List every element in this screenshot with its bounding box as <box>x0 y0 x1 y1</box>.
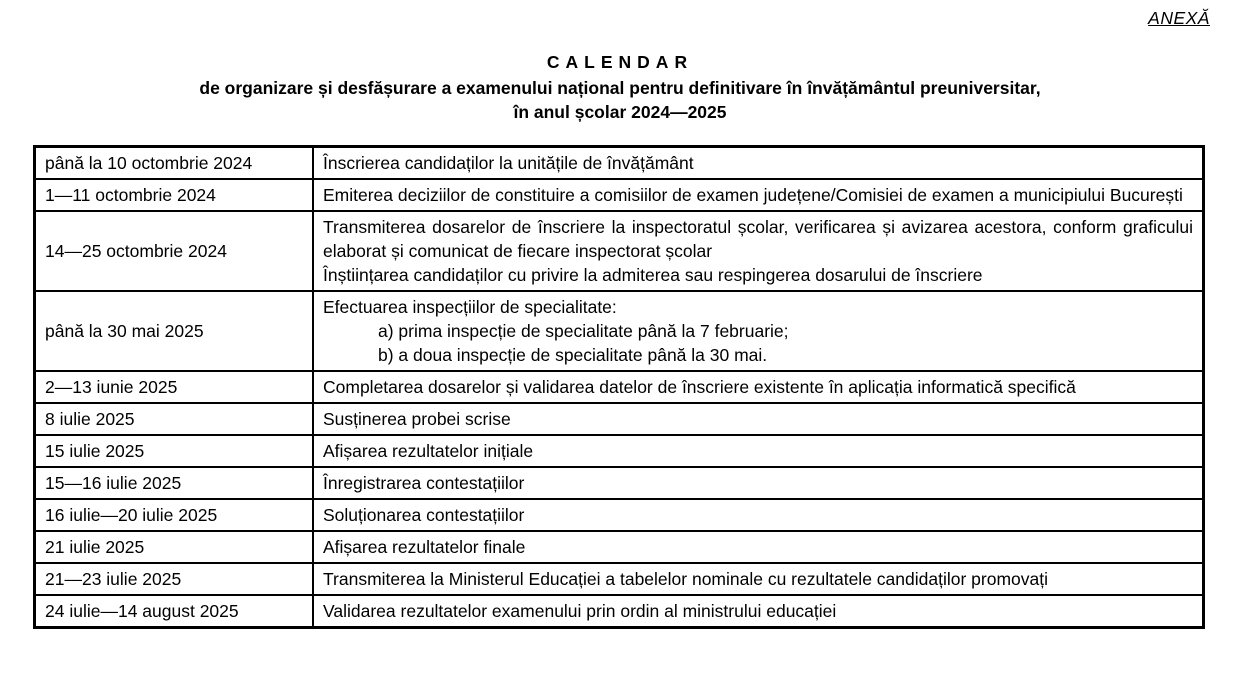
title-subtitle-line1: de organizare și desfășurare a examenului național pentru definitivare în învățământul preuniversitar, <box>199 78 1041 98</box>
document-title <box>0 50 1240 124</box>
activity-cell <box>313 531 1204 563</box>
activity-line: Transmiterea dosarelor de înscriere la inspectoratul școlar, verificarea și avizarea acestora, conform graficului elaborat și comunicat de fiecare inspectorat școlar <box>323 217 1193 261</box>
activity-cell <box>313 563 1204 595</box>
date-cell: 15 iulie 2025 <box>35 435 314 467</box>
table-row <box>35 499 1204 531</box>
table-row <box>35 403 1204 435</box>
calendar-table <box>33 145 1205 629</box>
date-cell: până la 10 octombrie 2024 <box>35 147 314 180</box>
activity-line: Afișarea rezultatelor inițiale <box>323 441 534 461</box>
activity-line: b) a doua inspecție de specialitate până la 30 mai. <box>378 345 768 365</box>
table-row <box>35 435 1204 467</box>
date-cell: până la 30 mai 2025 <box>35 291 314 371</box>
table-row <box>35 531 1204 563</box>
activity-cell <box>313 403 1204 435</box>
date-cell: 16 iulie—20 iulie 2025 <box>35 499 314 531</box>
activity-cell <box>313 499 1204 531</box>
activity-cell <box>313 371 1204 403</box>
annex-label: ANEXĂ <box>1148 8 1210 28</box>
activity-cell <box>313 595 1204 628</box>
date-cell: 1—11 octombrie 2024 <box>35 179 314 211</box>
activity-line: Completarea dosarelor și validarea datelor de înscriere existente în aplicația informatică specifică <box>323 377 1076 397</box>
table-row <box>35 371 1204 403</box>
activity-cell <box>313 467 1204 499</box>
activity-line: Efectuarea inspecțiilor de specialitate: <box>323 297 617 317</box>
table-row <box>35 563 1204 595</box>
activity-cell <box>313 179 1204 211</box>
activity-line: Afișarea rezultatelor finale <box>323 537 526 557</box>
date-cell: 2—13 iunie 2025 <box>35 371 314 403</box>
activity-line: Validarea rezultatelor examenului prin ordin al ministrului educației <box>323 601 837 621</box>
activity-line: Înștiințarea candidaților cu privire la admiterea sau respingerea dosarului de înscriere <box>323 265 983 285</box>
activity-line: Emiterea deciziilor de constituire a comisiilor de examen județene/Comisiei de examen a municipiului București <box>323 185 1183 205</box>
activity-cell <box>313 211 1204 291</box>
activity-line: Soluționarea contestațiilor <box>323 505 525 525</box>
table-row <box>35 179 1204 211</box>
title-calendar: CALENDAR <box>546 52 694 72</box>
date-cell: 15—16 iulie 2025 <box>35 467 314 499</box>
date-cell: 21 iulie 2025 <box>35 531 314 563</box>
table-row <box>35 291 1204 371</box>
activity-line: Transmiterea la Ministerul Educației a tabelelor nominale cu rezultatele candidaților promovați <box>323 569 1048 589</box>
activity-line: Înscrierea candidaților la unitățile de învățământ <box>323 153 694 173</box>
date-cell: 21—23 iulie 2025 <box>35 563 314 595</box>
activity-cell <box>313 147 1204 180</box>
date-cell: 14—25 octombrie 2024 <box>35 211 314 291</box>
activity-line: Susținerea probei scrise <box>323 409 511 429</box>
date-cell: 8 iulie 2025 <box>35 403 314 435</box>
table-row <box>35 211 1204 291</box>
date-cell: 24 iulie—14 august 2025 <box>35 595 314 628</box>
activity-cell <box>313 291 1204 371</box>
activity-cell <box>313 435 1204 467</box>
table-row <box>35 147 1204 180</box>
title-subtitle-line2: în anul școlar 2024—2025 <box>513 102 727 122</box>
table-row <box>35 595 1204 628</box>
activity-line: Înregistrarea contestațiilor <box>323 473 525 493</box>
table-row <box>35 467 1204 499</box>
activity-line: a) prima inspecție de specialitate până la 7 februarie; <box>378 321 789 341</box>
